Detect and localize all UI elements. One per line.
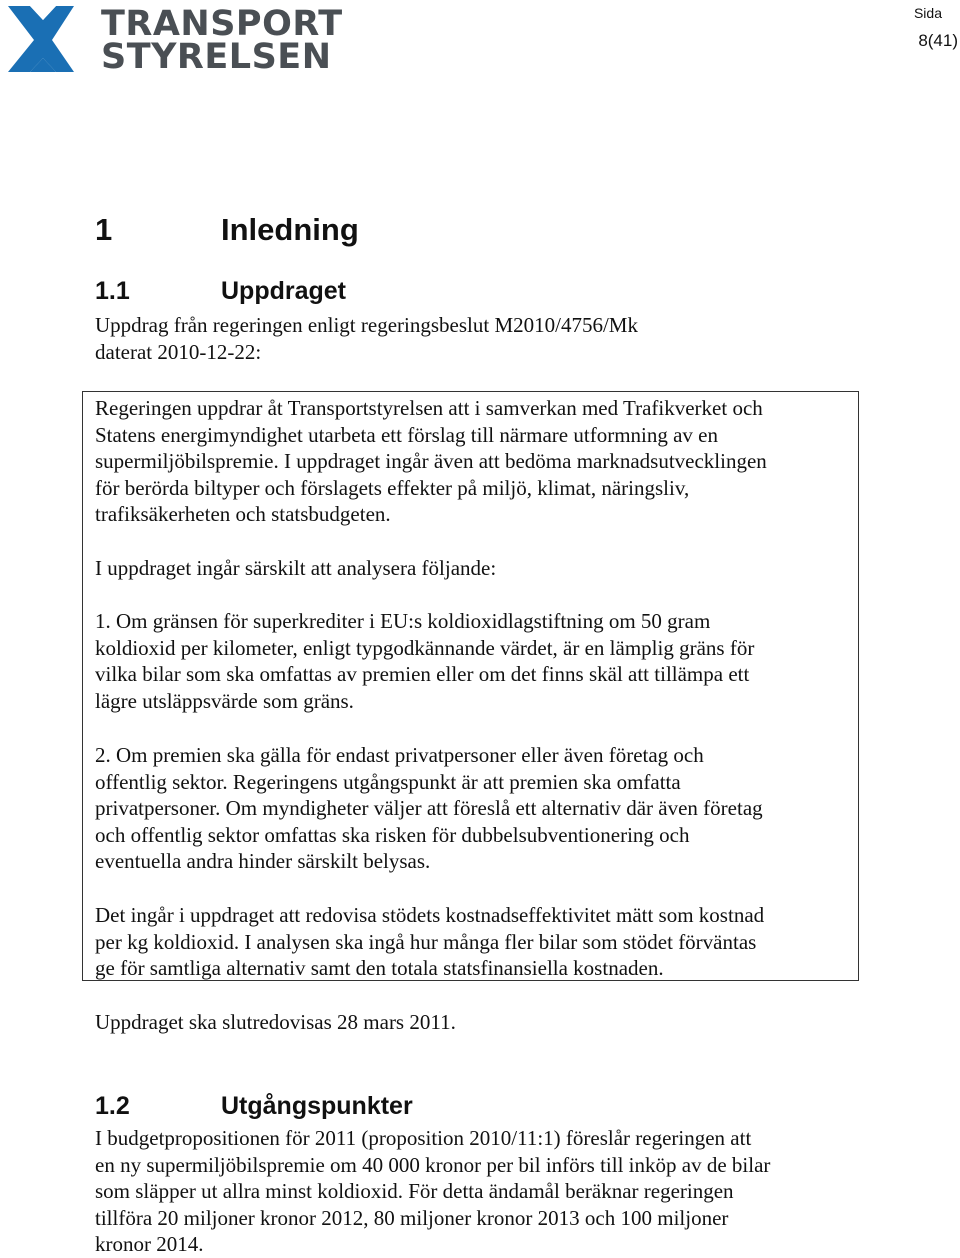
- page-indicator: [914, 4, 958, 52]
- section-1-1-title: Uppdraget: [221, 277, 346, 305]
- section-1-title: Inledning: [221, 212, 359, 247]
- page-label: Sida: [913, 5, 942, 21]
- section-1-1-heading: [95, 275, 346, 307]
- quote-paragraph-1: Regeringen uppdrar åt Transportstyrelsen att i samverkan med Trafikverket och Statens energimyndighet utarbeta ett förslag till närmare utformning av en supermiljöbilspremie. I uppdraget ingår även att bedöma marknadsutvecklingen för berörda biltyper och förslagets effekter på miljö, klimat, näringsliv, trafiksäkerheten och statsbudgeten.: [95, 396, 767, 527]
- quote-paragraph-3: Det ingår i uppdraget att redovisa stödets kostnadseffektivitet mätt som kostnad per kg koldioxid. I analysen ska ingå hur många fler bilar som stödet förväntas ge för samtliga alternativ samt den totala statsfinansiella kostnaden.: [95, 903, 765, 981]
- section-1-heading: [95, 210, 359, 250]
- section-1-2-body: I budgetpropositionen för 2011 (proposition 2010/11:1) föreslår regeringen att en ny supermiljöbilspremie om 40 000 kronor per bil införs till inköp av de bilar som släpper ut allra minst koldioxid. För detta ändamål beräknar regeringen tillföra 20 miljoner kronor 2012, 80 miljoner kronor 2013 och 100 miljoner kronor 2014.: [95, 1126, 771, 1257]
- closing-sentence: Uppdraget ska slutredovisas 28 mars 2011.: [95, 1010, 456, 1034]
- logo-wordmark: [101, 4, 343, 77]
- assignment-quote-box: [82, 391, 859, 981]
- page-number: 8(41): [918, 31, 958, 50]
- transportstyrelsen-logo: [8, 4, 343, 77]
- quote-paragraph-2: I uppdraget ingår särskilt att analysera följande:: [95, 556, 497, 580]
- section-1-2-title: Utgångspunkter: [221, 1092, 413, 1120]
- section-1-1-intro: Uppdrag från regeringen enligt regeringsbeslut M2010/4756/Mk daterat 2010-12-22:: [95, 313, 638, 364]
- section-1-2-heading: [95, 1090, 413, 1122]
- quote-item-2: 2. Om premien ska gälla för endast privatpersoner eller även företag och offentlig sektor. Regeringens utgångspunkt är att premien ska omfatta privatpersoner. Om myndigheter väljer att föreslå ett alternativ där även företag och offentlig sektor omfattas ska risken för dubbelsubventionering och eventuella andra hinder särskilt belysas.: [95, 743, 763, 874]
- logo-line-2: STYRELSEN: [101, 37, 332, 77]
- logo-mark-icon: [8, 6, 78, 74]
- section-1-1-number: 1.1: [95, 277, 130, 305]
- section-1-2-number: 1.2: [95, 1092, 130, 1120]
- logo-line-1: TRANSPORT: [101, 4, 343, 44]
- quote-item-1: 1. Om gränsen för superkrediter i EU:s koldioxidlagstiftning om 50 gram koldioxid per kilometer, enligt typgodkännande värdet, är en lämplig gräns för vilka bilar som ska omfattas av premien eller om det finns skäl att tillämpa ett lägre utsläppsvärde som gräns.: [95, 609, 755, 713]
- section-1-number: 1: [95, 212, 113, 247]
